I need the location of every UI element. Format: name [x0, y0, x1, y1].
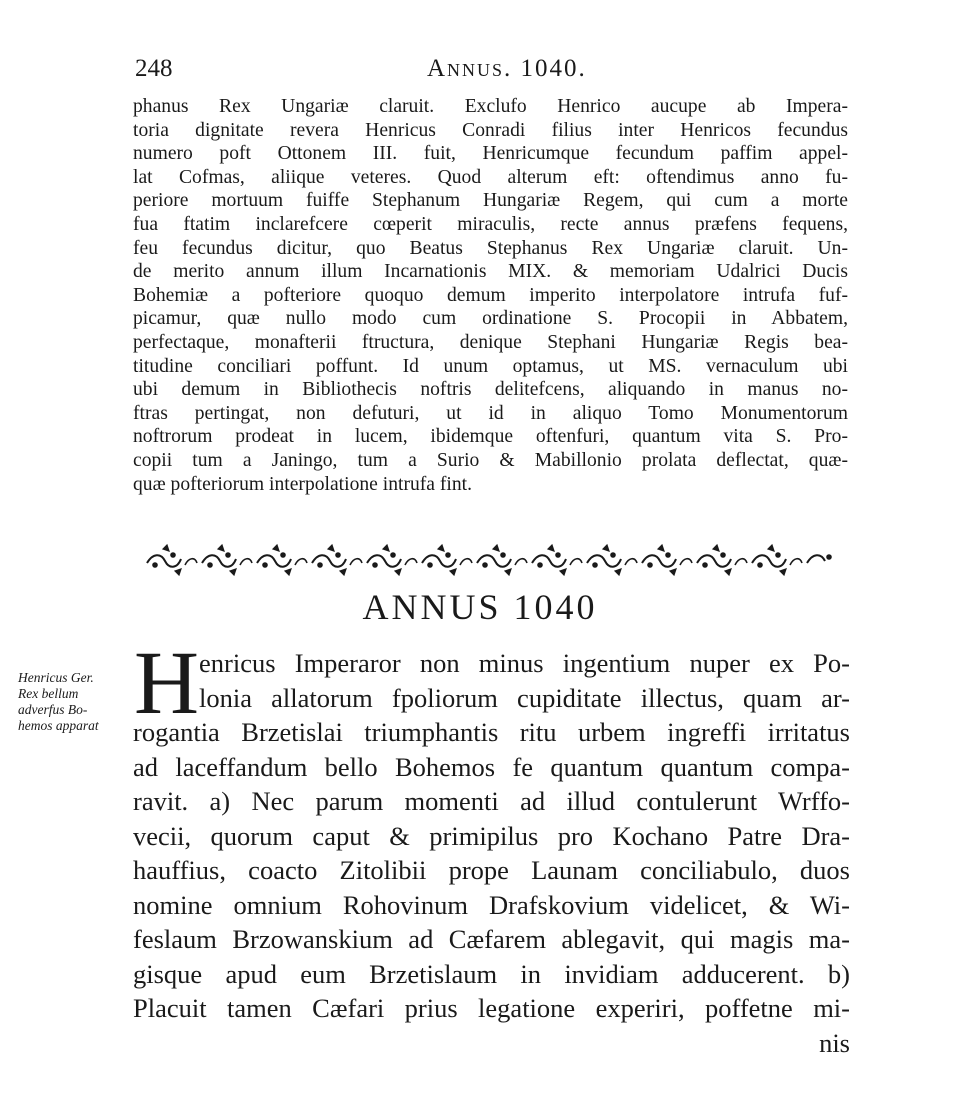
main-paragraph	[133, 634, 850, 1060]
text-line: ftras pertingat, non defuturi, ut id in aliquo Tomo Monumentorum	[133, 402, 848, 424]
page-number: 248	[135, 55, 173, 82]
text-line: picamur, quæ nullo modo cum ordinatione S. Procopii in Abbatem,	[133, 308, 848, 330]
margin-note-line: hemos apparat	[18, 718, 99, 733]
text-line: Placuit tamen Cæfari prius legatione experiri, poffetne mi-	[133, 993, 850, 1023]
text-line: Bohemiæ a pofteriore quoquo demum imperito interpolatore intrufa fuf-	[133, 284, 848, 306]
text-line: ubi demum in Bibliothecis noftris delitefcens, aliquando in manus no-	[133, 379, 848, 401]
text-line: phanus Rex Ungariæ claruit. Exclufo Henrico aucupe ab Impera-	[133, 96, 848, 117]
ornamental-divider	[145, 543, 835, 577]
running-title: Annus. 1040.	[427, 55, 587, 82]
text-line: copii tum a Janingo, tum a Surio & Mabillonio prolata deflectat, quæ-	[133, 449, 848, 471]
text-line: ad laceffandum bello Bohemos fe quantum quantum compa-	[133, 751, 850, 782]
text-line: hauffius, coacto Zitolibii prope Launam conciliabulo, duos	[133, 855, 850, 885]
continued-paragraph	[133, 95, 848, 496]
margin-note	[18, 670, 136, 734]
text-line: rogantia Brzetislai triumphantis ritu urbem ingreffi irritatus	[133, 717, 850, 747]
text-line: fua ftatim inclarefcere cœperit miraculis, recte annus præfens fequens,	[133, 213, 848, 235]
text-line: nomine omnium Rohovinum Drafskovium videlicet, & Wi-	[133, 889, 850, 920]
text-line: feslaum Brzowanskium ad Cæfarem ablegavit, qui magis ma-	[133, 924, 850, 954]
text-line: lat Cofmas, aliique veteres. Quod alterum eft: oftendimus anno fu-	[133, 166, 848, 188]
text-line: numero poft Ottonem III. fuit, Henricumque fecundum paffim appel-	[133, 143, 848, 165]
text-line: perfectaque, monafterii ftructura, denique Stephani Hungariæ Regis bea-	[133, 331, 848, 353]
catchword: nis	[819, 1027, 850, 1058]
text-line: periore mortuum fuiffe Stephanum Hungariæ Regem, qui cum a morte	[133, 190, 848, 212]
text-line: ravit. a) Nec parum momenti ad illud contulerunt Wrffo-	[133, 786, 850, 816]
text-line: gisque apud eum Brzetislaum in invidiam adducerent. b)	[133, 958, 850, 989]
page-header	[135, 55, 850, 87]
text-line: feu fecundus dicitur, quo Beatus Stephanus Rex Ungariæ claruit. Un-	[133, 237, 848, 259]
text-line: quæ pofteriorum interpolatione intrufa fint.	[133, 473, 472, 495]
margin-note-line: adverfus Bo-	[18, 702, 88, 717]
text-line: de merito annum illum Incarnationis MIX. & memoriam Udalrici Ducis	[133, 261, 848, 283]
drop-cap: H	[134, 634, 199, 733]
text-line: titudine conciliari poffunt. Id unum optamus, ut MS. vernaculum ubi	[133, 355, 848, 377]
margin-note-line: Henricus Ger.	[18, 670, 94, 685]
margin-note-line: Rex bellum	[18, 686, 79, 701]
text-line: enricus Imperaror non minus ingentium nuper ex Po-	[199, 648, 850, 678]
text-line: noftrorum prodeat in lucem, ibidemque oftenfuri, quantum vita S. Pro-	[133, 426, 848, 448]
text-line: lonia allatorum fpoliorum cupiditate illectus, quam ar-	[199, 682, 850, 713]
section-title: ANNUS 1040	[362, 587, 598, 627]
text-line: toria dignitate revera Henricus Conradi filius inter Henricos fecundus	[133, 119, 848, 141]
text-line: vecii, quorum caput & primipilus pro Kochano Patre Dra-	[133, 820, 850, 851]
